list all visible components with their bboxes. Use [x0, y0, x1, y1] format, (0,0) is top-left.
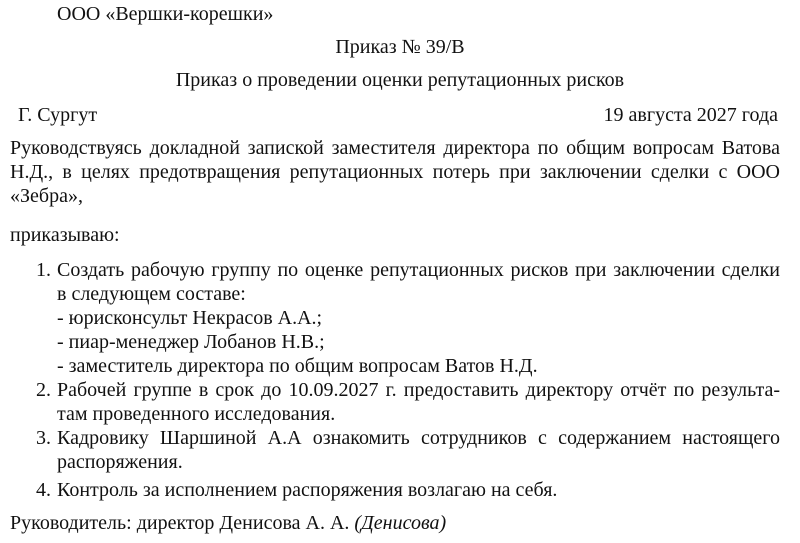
item-number: 2.: [36, 379, 51, 401]
item-number: 1.: [36, 259, 51, 281]
order-title: Приказ о проведении оценки репутационных рисков: [175, 69, 625, 91]
organization-name: ООО «Вершки-корешки»: [57, 3, 274, 25]
order-number: Приказ № 39/В: [335, 36, 465, 58]
item-line: Контроль за исполнением распоряжения возлагаю на себя.: [57, 479, 558, 501]
item-line: там проведенного исследования.: [57, 403, 336, 425]
date: 19 августа 2027 года: [603, 104, 778, 126]
item-line: распоряжения.: [57, 451, 183, 473]
order-word: приказываю:: [10, 224, 120, 246]
signature-line: [10, 511, 446, 535]
preamble-line: Н.Д., в целях предотвращения репутационных потерь при заключении сделки с ООО: [10, 161, 780, 183]
item-line: Кадровику Шаршиной А.А ознакомить сотрудников с содержанием настоящего: [57, 427, 780, 449]
preamble-line: Руководствуясь докладной запиской заместителя директора по общим вопросам Ватова: [10, 137, 780, 159]
preamble-line: «Зебра»,: [10, 185, 83, 207]
item-number: 3.: [36, 427, 51, 449]
signature-handwritten: (Денисова): [354, 512, 447, 534]
item-number: 4.: [36, 479, 51, 501]
signature-label: Руководитель: директор Денисова А. А.: [10, 512, 350, 534]
item-line: в следующем составе:: [57, 283, 246, 305]
item-line: Рабочей группе в срок до 10.09.2027 г. предоставить директору отчёт по результа-: [57, 379, 780, 401]
city: Г. Сургут: [18, 104, 98, 126]
item-line: - заместитель директора по общим вопросам Ватов Н.Д.: [57, 355, 538, 377]
item-line: - пиар-менеджер Лобанов Н.В.;: [57, 331, 325, 353]
item-line: - юрисконсульт Некрасов А.А.;: [57, 307, 323, 329]
item-line: Создать рабочую группу по оценке репутационных рисков при заключении сделки: [57, 259, 780, 281]
